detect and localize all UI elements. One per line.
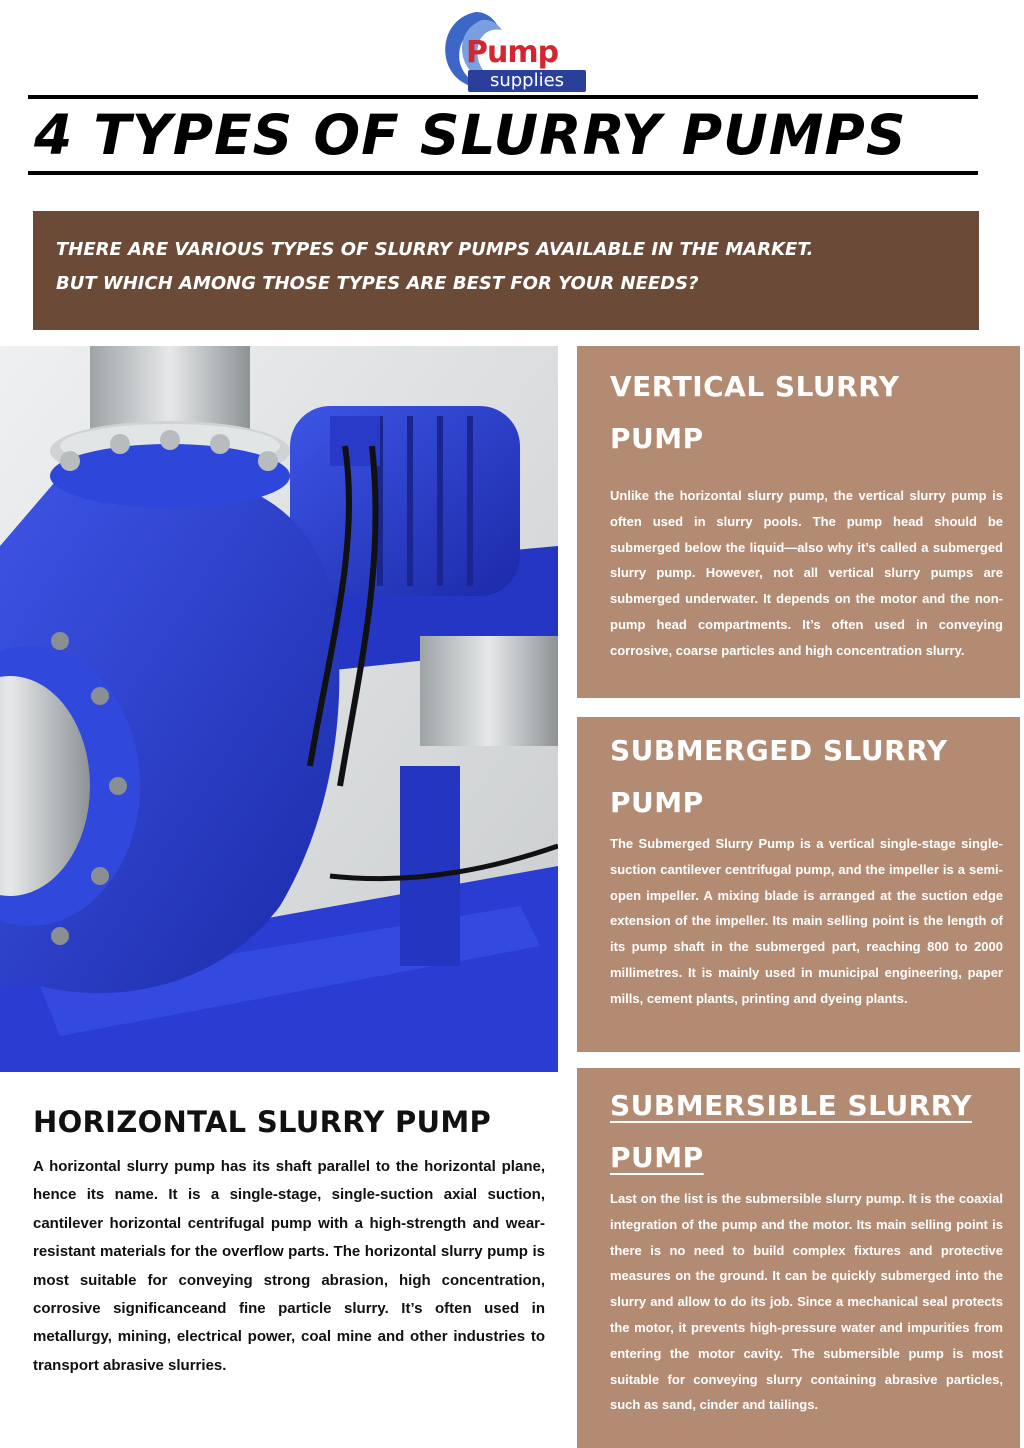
submerged-pump-body: The Submerged Slurry Pump is a vertical single-stage single-suction cantilever centrifugal pump, and the impeller is a semi-open impeller. A mixing blade is arranged at the suction edge extension of the impeller. Its main selling point is the length of its pump shaft in the submerged part, reaching 800 to 2000 millimetres. It is mainly used in municipal engineering, paper mills, cement plants, printing and dyeing plants. <box>610 836 1003 1006</box>
submersible-pump-title: SUBMERSIBLE SLURRY PUMP <box>610 1089 973 1174</box>
horizontal-pump-body: A horizontal slurry pump has its shaft parallel to the horizontal plane, hence its name. It is a single-stage, single-suction axial suction, cantilever horizontal centrifugal pump with a high-strength and wear-resistant materials for the overflow parts. The horizontal slurry pump is most suitable for conveying strong abrasion, high concentration, corrosive significanceand fine particle slurry. It’s often used in metallurgy, mining, electrical power, coal mine and other industries to transport abrasive slurries. <box>33 1158 545 1374</box>
submersible-pump-body: Last on the list is the submersible slurry pump. It is the coaxial integration of the pump and the motor. Its main selling point is there is no need to build complex fixtures and protective measures on the ground. It can be quickly submerged into the slurry and allow to do its job. Since a mechanical seal protects the motor, it prevents high-pressure water and impurities from entering the motor cavity. The submersible pump is most suitable for conveying slurry containing abrasive particles, such as sand, cinder and tailings. <box>610 1191 1003 1413</box>
submerged-pump-title: SUBMERGED SLURRY PUMP <box>610 734 948 819</box>
vertical-pump-title: VERTICAL SLURRY PUMP <box>610 370 900 455</box>
vertical-pump-body: Unlike the horizontal slurry pump, the vertical slurry pump is often used in slurry pools. The pump head should be submerged below the liquid—also why it’s called a submerged slurry pump. However, not all vertical slurry pumps are submerged underwater. It depends on the motor and the non-pump head compartments. It’s often used in conveying corrosive, coarse particles and high concentration slurry. <box>610 488 1003 658</box>
vertical-pump-card <box>577 346 1020 698</box>
intro-banner <box>33 211 979 330</box>
submersible-pump-card <box>577 1068 1020 1448</box>
horizontal-pump-title: HORIZONTAL SLURRY PUMP <box>33 1105 492 1139</box>
logo-text-pump: Pump <box>466 35 559 70</box>
title-rule-bottom <box>28 171 978 175</box>
pump-supplies-logo <box>436 6 588 94</box>
intro-line-2: BUT WHICH AMONG THOSE TYPES ARE BEST FOR YOUR NEEDS? <box>56 273 699 294</box>
page-title: 4 TYPES OF SLURRY PUMPS <box>34 103 907 167</box>
submerged-pump-card <box>577 717 1020 1052</box>
title-rule-top <box>28 95 978 99</box>
pump-photo <box>0 346 558 1072</box>
logo-text-supplies: supplies <box>468 70 586 92</box>
pump-illustration <box>0 346 558 1072</box>
intro-line-1: THERE ARE VARIOUS TYPES OF SLURRY PUMPS AVAILABLE IN THE MARKET. <box>56 239 814 260</box>
